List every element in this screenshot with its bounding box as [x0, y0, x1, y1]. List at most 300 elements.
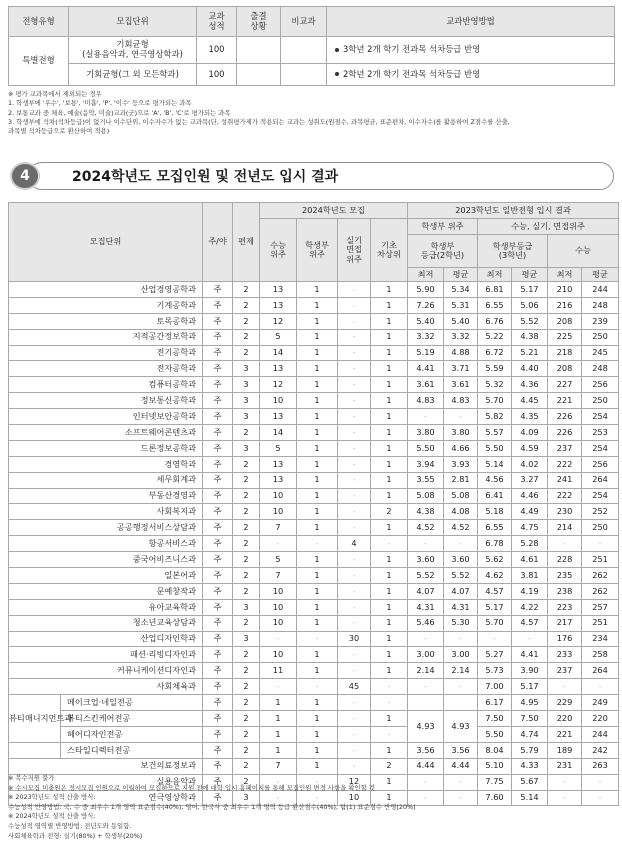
header-unit: 모집단위: [69, 7, 197, 37]
record2-lowest-cell: 4.38: [408, 504, 444, 520]
record2-lowest-cell: 5.90: [408, 282, 444, 298]
suneung-average-cell: 254: [582, 409, 619, 425]
header-lowest: 최저: [548, 268, 582, 282]
record2-average-cell: 3.32: [444, 329, 478, 345]
record3-lowest-cell: 4.57: [478, 583, 512, 599]
transfer-cell: 2: [233, 711, 260, 727]
note-line: 사회체육학과 전형: 실기(80%) + 학생부(20%): [8, 831, 143, 840]
suneung-count-cell: 7: [260, 568, 297, 584]
suneung-average-cell: 234: [582, 631, 619, 647]
sub-unit-name-cell: 뷰티스킨케어전공: [61, 711, 203, 727]
transfer-cell: 2: [233, 345, 260, 361]
header-type: 전형유형: [9, 7, 69, 37]
type-cell: 특별전형: [9, 37, 69, 86]
day-night-cell: 주: [203, 472, 233, 488]
table-row: [9, 568, 619, 584]
table-row: [9, 297, 619, 313]
suneung-count-cell: 7: [260, 520, 297, 536]
record3-lowest-cell: 5.17: [478, 599, 512, 615]
suneung-count-cell: 12: [260, 313, 297, 329]
suneung-average-cell: 252: [582, 504, 619, 520]
suneung-lowest-cell: 235: [548, 568, 582, 584]
header-grade: 교과 성적: [197, 7, 237, 37]
record3-lowest-cell: 4.62: [478, 568, 512, 584]
transfer-cell: 2: [233, 488, 260, 504]
record2-average-cell: 5.31: [444, 297, 478, 313]
attendance-cell: [237, 37, 281, 64]
header-unit: 모집단위: [9, 203, 203, 282]
suneung-count-cell: 10: [260, 615, 297, 631]
suneung-lowest-cell: 237: [548, 663, 582, 679]
practical-count-cell: -: [338, 377, 371, 393]
record3-average-cell: 5.21: [512, 345, 548, 361]
record2-average-cell: [444, 695, 478, 711]
header-2024-recruit: 2024학년도 모집: [260, 203, 408, 219]
table-row: [9, 488, 619, 504]
transfer-cell: 2: [233, 679, 260, 695]
suneung-count-cell: 13: [260, 297, 297, 313]
practical-count-cell: -: [338, 568, 371, 584]
record3-average-cell: 4.19: [512, 583, 548, 599]
record2-lowest-cell: -: [408, 631, 444, 647]
record2-lowest-cell: 5.52: [408, 568, 444, 584]
record-count-cell: 1: [297, 377, 338, 393]
day-night-cell: 주: [203, 742, 233, 758]
record2-average-cell: 2.81: [444, 472, 478, 488]
suneung-lowest-cell: 216: [548, 297, 582, 313]
table-row: [9, 647, 619, 663]
suneung-count-cell: 1: [260, 742, 297, 758]
record2-average-cell: 5.40: [444, 313, 478, 329]
day-night-cell: 주: [203, 695, 233, 711]
header-extracurricular: 비교과: [281, 7, 327, 37]
practical-count-cell: -: [338, 615, 371, 631]
record2-lowest-cell: 3.80: [408, 425, 444, 441]
record3-average-cell: 4.33: [512, 758, 548, 774]
day-night-cell: 주: [203, 536, 233, 552]
suneung-lowest-cell: 241: [548, 472, 582, 488]
basic-count-cell: -: [371, 726, 408, 742]
note-line: ※ 수시모집 미충원은 정시모집 인원으로 이월하여 모집하므로 지원 전에 대학 입시 홈페이지를 통해 모집인원 변경 사항을 확인할 것: [8, 783, 376, 792]
practical-count-cell: 30: [338, 631, 371, 647]
record3-average-cell: 5.79: [512, 742, 548, 758]
table-row: [9, 520, 619, 536]
record3-average-cell: 4.57: [512, 615, 548, 631]
record2-lowest-cell: -: [408, 774, 444, 790]
header-average: 평균: [512, 268, 548, 282]
unit-name-cell: 정보통신공학과: [9, 393, 203, 409]
unit-name-cell: 산업디자인학과: [9, 631, 203, 647]
record3-lowest-cell: 5.27: [478, 647, 512, 663]
day-night-cell: 주: [203, 409, 233, 425]
suneung-average-cell: 263: [582, 758, 619, 774]
unit-cell: 기회균형(그 외 모든학과): [69, 64, 197, 86]
suneung-average-cell: 251: [582, 552, 619, 568]
extracurricular-cell: [281, 64, 327, 86]
table-row: [9, 631, 619, 647]
practical-count-cell: -: [338, 440, 371, 456]
suneung-average-cell: 256: [582, 377, 619, 393]
practical-count-cell: 4: [338, 536, 371, 552]
practical-count-cell: -: [338, 472, 371, 488]
record3-lowest-cell: 6.78: [478, 536, 512, 552]
suneung-average-cell: -: [582, 790, 619, 806]
note-line: 1. 학생부에 '우수', '보통', '미흡', 'P', '이수' 등으로 평가되는 과목: [8, 99, 192, 108]
transfer-cell: 2: [233, 758, 260, 774]
record2-average-cell: 3.80: [444, 425, 478, 441]
suneung-lowest-cell: 208: [548, 313, 582, 329]
note-line: 수능성적 반영방법: 국, 수 중 최우수 1개 영역 표준점수(40%), 영어, 한국사 중 최우수 1개 영역 등급 환산점수(40%), 탐(1) 표준점수 반영(20%): [8, 802, 416, 811]
transfer-cell: 3: [233, 599, 260, 615]
practical-count-cell: -: [338, 345, 371, 361]
transfer-cell: 2: [233, 536, 260, 552]
suneung-average-cell: 257: [582, 599, 619, 615]
sub-unit-name-cell: 헤어디자인전공: [61, 726, 203, 742]
table-row: [9, 425, 619, 441]
suneung-lowest-cell: 233: [548, 647, 582, 663]
suneung-lowest-cell: 226: [548, 409, 582, 425]
table-row: [9, 504, 619, 520]
day-night-cell: 주: [203, 329, 233, 345]
unit-name-cell: 지적공간정보학과: [9, 329, 203, 345]
day-night-cell: 주: [203, 631, 233, 647]
record2-lowest-cell: [408, 695, 444, 711]
record-count-cell: 1: [297, 583, 338, 599]
record3-average-cell: 5.06: [512, 297, 548, 313]
suneung-lowest-cell: 225: [548, 329, 582, 345]
suneung-lowest-cell: 214: [548, 520, 582, 536]
table-row: [9, 393, 619, 409]
suneung-lowest-cell: 210: [548, 282, 582, 298]
record-count-cell: 1: [297, 488, 338, 504]
table-row: [9, 726, 619, 742]
record2-average-cell: 4.83: [444, 393, 478, 409]
table-row: [9, 758, 619, 774]
suneung-count-cell: 7: [260, 758, 297, 774]
suneung-count-cell: 14: [260, 345, 297, 361]
group-name-cell-empty: [9, 742, 61, 758]
basic-count-cell: 1: [371, 663, 408, 679]
suneung-count-cell: 13: [260, 409, 297, 425]
header-record-grade-2: 학생부 등급(2학년): [408, 235, 478, 268]
transfer-cell: 2: [233, 552, 260, 568]
suneung-average-cell: 220: [582, 711, 619, 727]
record3-average-cell: 4.36: [512, 377, 548, 393]
record3-lowest-cell: 5.82: [478, 409, 512, 425]
practical-count-cell: -: [338, 313, 371, 329]
day-night-cell: 주: [203, 297, 233, 313]
record3-lowest-cell: 5.73: [478, 663, 512, 679]
record3-average-cell: 4.41: [512, 647, 548, 663]
suneung-lowest-cell: 221: [548, 726, 582, 742]
suneung-count-cell: 10: [260, 504, 297, 520]
suneung-lowest-cell: 217: [548, 615, 582, 631]
suneung-lowest-cell: 226: [548, 425, 582, 441]
record3-lowest-cell: 5.57: [478, 425, 512, 441]
record-count-cell: 1: [297, 282, 338, 298]
record3-average-cell: 4.95: [512, 695, 548, 711]
practical-count-cell: -: [338, 456, 371, 472]
header-record-based: 학생부 위주: [408, 219, 478, 235]
suneung-count-cell: 13: [260, 472, 297, 488]
record3-average-cell: -: [512, 631, 548, 647]
basic-count-cell: 1: [371, 488, 408, 504]
day-night-cell: 주: [203, 345, 233, 361]
suneung-average-cell: 264: [582, 663, 619, 679]
suneung-average-cell: 250: [582, 329, 619, 345]
unit-name-cell: 사회복지과: [9, 504, 203, 520]
unit-name-cell: 전자공학과: [9, 361, 203, 377]
basic-count-cell: 1: [371, 361, 408, 377]
practical-count-cell: -: [338, 520, 371, 536]
basic-count-cell: 1: [371, 568, 408, 584]
table-row: [9, 742, 619, 758]
footnotes: [8, 774, 614, 841]
record2-average-cell: 3.00: [444, 647, 478, 663]
practical-count-cell: -: [338, 361, 371, 377]
suneung-lowest-cell: 222: [548, 488, 582, 504]
record-count-cell: 1: [297, 758, 338, 774]
suneung-average-cell: 253: [582, 425, 619, 441]
basic-count-cell: 1: [371, 456, 408, 472]
transfer-cell: 2: [233, 520, 260, 536]
suneung-average-cell: 254: [582, 488, 619, 504]
record2-average-cell: 4.66: [444, 440, 478, 456]
record2-average-cell: -: [444, 536, 478, 552]
unit-name-cell: 사회체육과: [9, 679, 203, 695]
unit-name-cell: 유아교육학과: [9, 599, 203, 615]
record3-average-cell: 5.28: [512, 536, 548, 552]
unit-name-cell: 공공행정서비스상담과: [9, 520, 203, 536]
suneung-count-cell: 1: [260, 711, 297, 727]
basic-count-cell: -: [371, 679, 408, 695]
grade-method-table: [8, 6, 615, 86]
practical-count-cell: -: [338, 742, 371, 758]
record3-average-cell: 5.52: [512, 313, 548, 329]
suneung-lowest-cell: 189: [548, 742, 582, 758]
note-line: 과목별 석차등급으로 환산하여 적용): [8, 127, 110, 136]
table-row: [9, 711, 619, 727]
suneung-average-cell: -: [582, 774, 619, 790]
practical-count-cell: -: [338, 726, 371, 742]
basic-count-cell: 1: [371, 647, 408, 663]
suneung-count-cell: -: [260, 790, 297, 806]
suneung-average-cell: 239: [582, 313, 619, 329]
unit-name-cell: 보건의료정보과: [9, 758, 203, 774]
basic-count-cell: 1: [371, 297, 408, 313]
suneung-lowest-cell: -: [548, 790, 582, 806]
record2-average-cell: -: [444, 409, 478, 425]
day-night-cell: 주: [203, 726, 233, 742]
table-row: [9, 679, 619, 695]
table-row: [9, 345, 619, 361]
suneung-count-cell: 13: [260, 361, 297, 377]
record-count-cell: 1: [297, 599, 338, 615]
header-suneung-weight: 수능 위주: [260, 219, 297, 282]
transfer-cell: 2: [233, 282, 260, 298]
practical-count-cell: -: [338, 663, 371, 679]
transfer-cell: 2: [233, 726, 260, 742]
basic-count-cell: 1: [371, 345, 408, 361]
table-row: [9, 456, 619, 472]
suneung-average-cell: 248: [582, 297, 619, 313]
transfer-cell: 2: [233, 329, 260, 345]
record2-average-cell: -: [444, 631, 478, 647]
unit-name-cell: 일본어과: [9, 568, 203, 584]
note-line: ※ 2023학년도 성적 산출 방식:: [8, 793, 96, 802]
practical-count-cell: -: [338, 583, 371, 599]
record2-average-cell: 3.71: [444, 361, 478, 377]
record3-average-cell: 4.02: [512, 456, 548, 472]
transfer-cell: 2: [233, 297, 260, 313]
transfer-cell: 3: [233, 361, 260, 377]
suneung-count-cell: 10: [260, 583, 297, 599]
record2-lowest-cell: 4.52: [408, 520, 444, 536]
group-name-cell: 뷰티매니지먼트과: [9, 695, 61, 743]
day-night-cell: 주: [203, 456, 233, 472]
unit-name-cell: 전기공학과: [9, 345, 203, 361]
record3-average-cell: 7.50: [512, 711, 548, 727]
record-count-cell: 1: [297, 552, 338, 568]
exclusion-notes: [8, 90, 614, 136]
basic-count-cell: 1: [371, 393, 408, 409]
suneung-count-cell: 5: [260, 440, 297, 456]
basic-count-cell: -: [371, 536, 408, 552]
bullet-icon: [335, 72, 339, 76]
record3-average-cell: 4.75: [512, 520, 548, 536]
suneung-count-cell: 10: [260, 393, 297, 409]
suneung-count-cell: 1: [260, 695, 297, 711]
suneung-lowest-cell: 227: [548, 377, 582, 393]
record3-lowest-cell: 5.62: [478, 552, 512, 568]
day-night-cell: 주: [203, 488, 233, 504]
record-count-cell: 1: [297, 456, 338, 472]
transfer-cell: 2: [233, 647, 260, 663]
unit-name-cell: 컴퓨터공학과: [9, 377, 203, 393]
transfer-cell: 2: [233, 583, 260, 599]
record2-lowest-cell: -: [408, 536, 444, 552]
record-count-cell: 1: [297, 345, 338, 361]
record2-average-cell: 4.88: [444, 345, 478, 361]
record2-average-cell: 4.93: [444, 711, 478, 743]
extracurricular-cell: [281, 37, 327, 64]
day-night-cell: 주: [203, 615, 233, 631]
unit-name-cell: 인터넷보안공학과: [9, 409, 203, 425]
record2-lowest-cell: 5.19: [408, 345, 444, 361]
basic-count-cell: 1: [371, 377, 408, 393]
record-count-cell: 1: [297, 711, 338, 727]
record-count-cell: 1: [297, 425, 338, 441]
record3-lowest-cell: 7.00: [478, 679, 512, 695]
transfer-cell: 2: [233, 615, 260, 631]
record3-lowest-cell: 5.59: [478, 361, 512, 377]
suneung-lowest-cell: 221: [548, 393, 582, 409]
table-row: [9, 583, 619, 599]
record-count-cell: 1: [297, 504, 338, 520]
section-number-badge: 4: [10, 162, 40, 190]
unit-name-cell: 문예창작과: [9, 583, 203, 599]
record-count-cell: -: [297, 790, 338, 806]
transfer-cell: 2: [233, 313, 260, 329]
transfer-cell: 3: [233, 790, 260, 806]
record2-lowest-cell: 3.32: [408, 329, 444, 345]
record-count-cell: 1: [297, 520, 338, 536]
unit-cell: 기회균형 (실용음악과, 연극영상학과): [69, 37, 197, 64]
day-night-cell: 주: [203, 377, 233, 393]
bullet-icon: [335, 48, 339, 52]
method-cell: 2학년 2개 학기 전과목 석차등급 반영: [327, 64, 615, 86]
practical-count-cell: -: [338, 552, 371, 568]
record2-average-cell: 5.08: [444, 488, 478, 504]
table-row: [9, 329, 619, 345]
record3-average-cell: 4.59: [512, 440, 548, 456]
record3-average-cell: 4.09: [512, 425, 548, 441]
record2-lowest-cell: 3.94: [408, 456, 444, 472]
record3-lowest-cell: 6.76: [478, 313, 512, 329]
suneung-lowest-cell: 229: [548, 695, 582, 711]
record3-average-cell: 5.67: [512, 774, 548, 790]
basic-count-cell: 1: [371, 615, 408, 631]
record3-average-cell: 5.17: [512, 679, 548, 695]
note-line: ※ 평가 교과목에서 제외되는 경우: [8, 90, 102, 98]
practical-count-cell: -: [338, 425, 371, 441]
record-count-cell: 1: [297, 568, 338, 584]
record2-average-cell: 2.14: [444, 663, 478, 679]
basic-count-cell: 1: [371, 520, 408, 536]
table-row: [9, 615, 619, 631]
suneung-average-cell: 244: [582, 282, 619, 298]
attendance-cell: [237, 64, 281, 86]
day-night-cell: 주: [203, 425, 233, 441]
practical-count-cell: 12: [338, 774, 371, 790]
transfer-cell: 2: [233, 695, 260, 711]
suneung-average-cell: 262: [582, 568, 619, 584]
record-count-cell: -: [297, 631, 338, 647]
record3-lowest-cell: 5.70: [478, 393, 512, 409]
note-line: ※ 복수지원 불가: [8, 774, 55, 782]
transfer-cell: 3: [233, 377, 260, 393]
record-count-cell: 1: [297, 695, 338, 711]
basic-count-cell: 1: [371, 631, 408, 647]
day-night-cell: 주: [203, 520, 233, 536]
suneung-lowest-cell: 218: [548, 345, 582, 361]
table-row: [9, 695, 619, 711]
unit-name-cell: 패션·리빙디자인과: [9, 647, 203, 663]
record2-lowest-cell: 5.08: [408, 488, 444, 504]
suneung-average-cell: -: [582, 679, 619, 695]
suneung-count-cell: 10: [260, 647, 297, 663]
record2-lowest-cell: 5.40: [408, 313, 444, 329]
basic-count-cell: 2: [371, 758, 408, 774]
table-row: [9, 599, 619, 615]
record2-average-cell: -: [444, 790, 478, 806]
suneung-lowest-cell: 231: [548, 758, 582, 774]
basic-count-cell: -: [371, 695, 408, 711]
unit-name-cell: 중국어비즈니스과: [9, 552, 203, 568]
record3-lowest-cell: 6.55: [478, 520, 512, 536]
suneung-average-cell: 245: [582, 345, 619, 361]
suneung-count-cell: 5: [260, 552, 297, 568]
basic-count-cell: 1: [371, 774, 408, 790]
suneung-count-cell: 10: [260, 599, 297, 615]
record-count-cell: 1: [297, 329, 338, 345]
note-line: ※ 2024학년도 성적 산출 방식:: [8, 812, 96, 821]
practical-count-cell: -: [338, 329, 371, 345]
transfer-cell: 2: [233, 504, 260, 520]
note-line: 수능성적 영역별 반영방법: 전년도와 동일함.: [8, 821, 132, 830]
header-attendance: 출결 상황: [237, 7, 281, 37]
record3-lowest-cell: 6.17: [478, 695, 512, 711]
